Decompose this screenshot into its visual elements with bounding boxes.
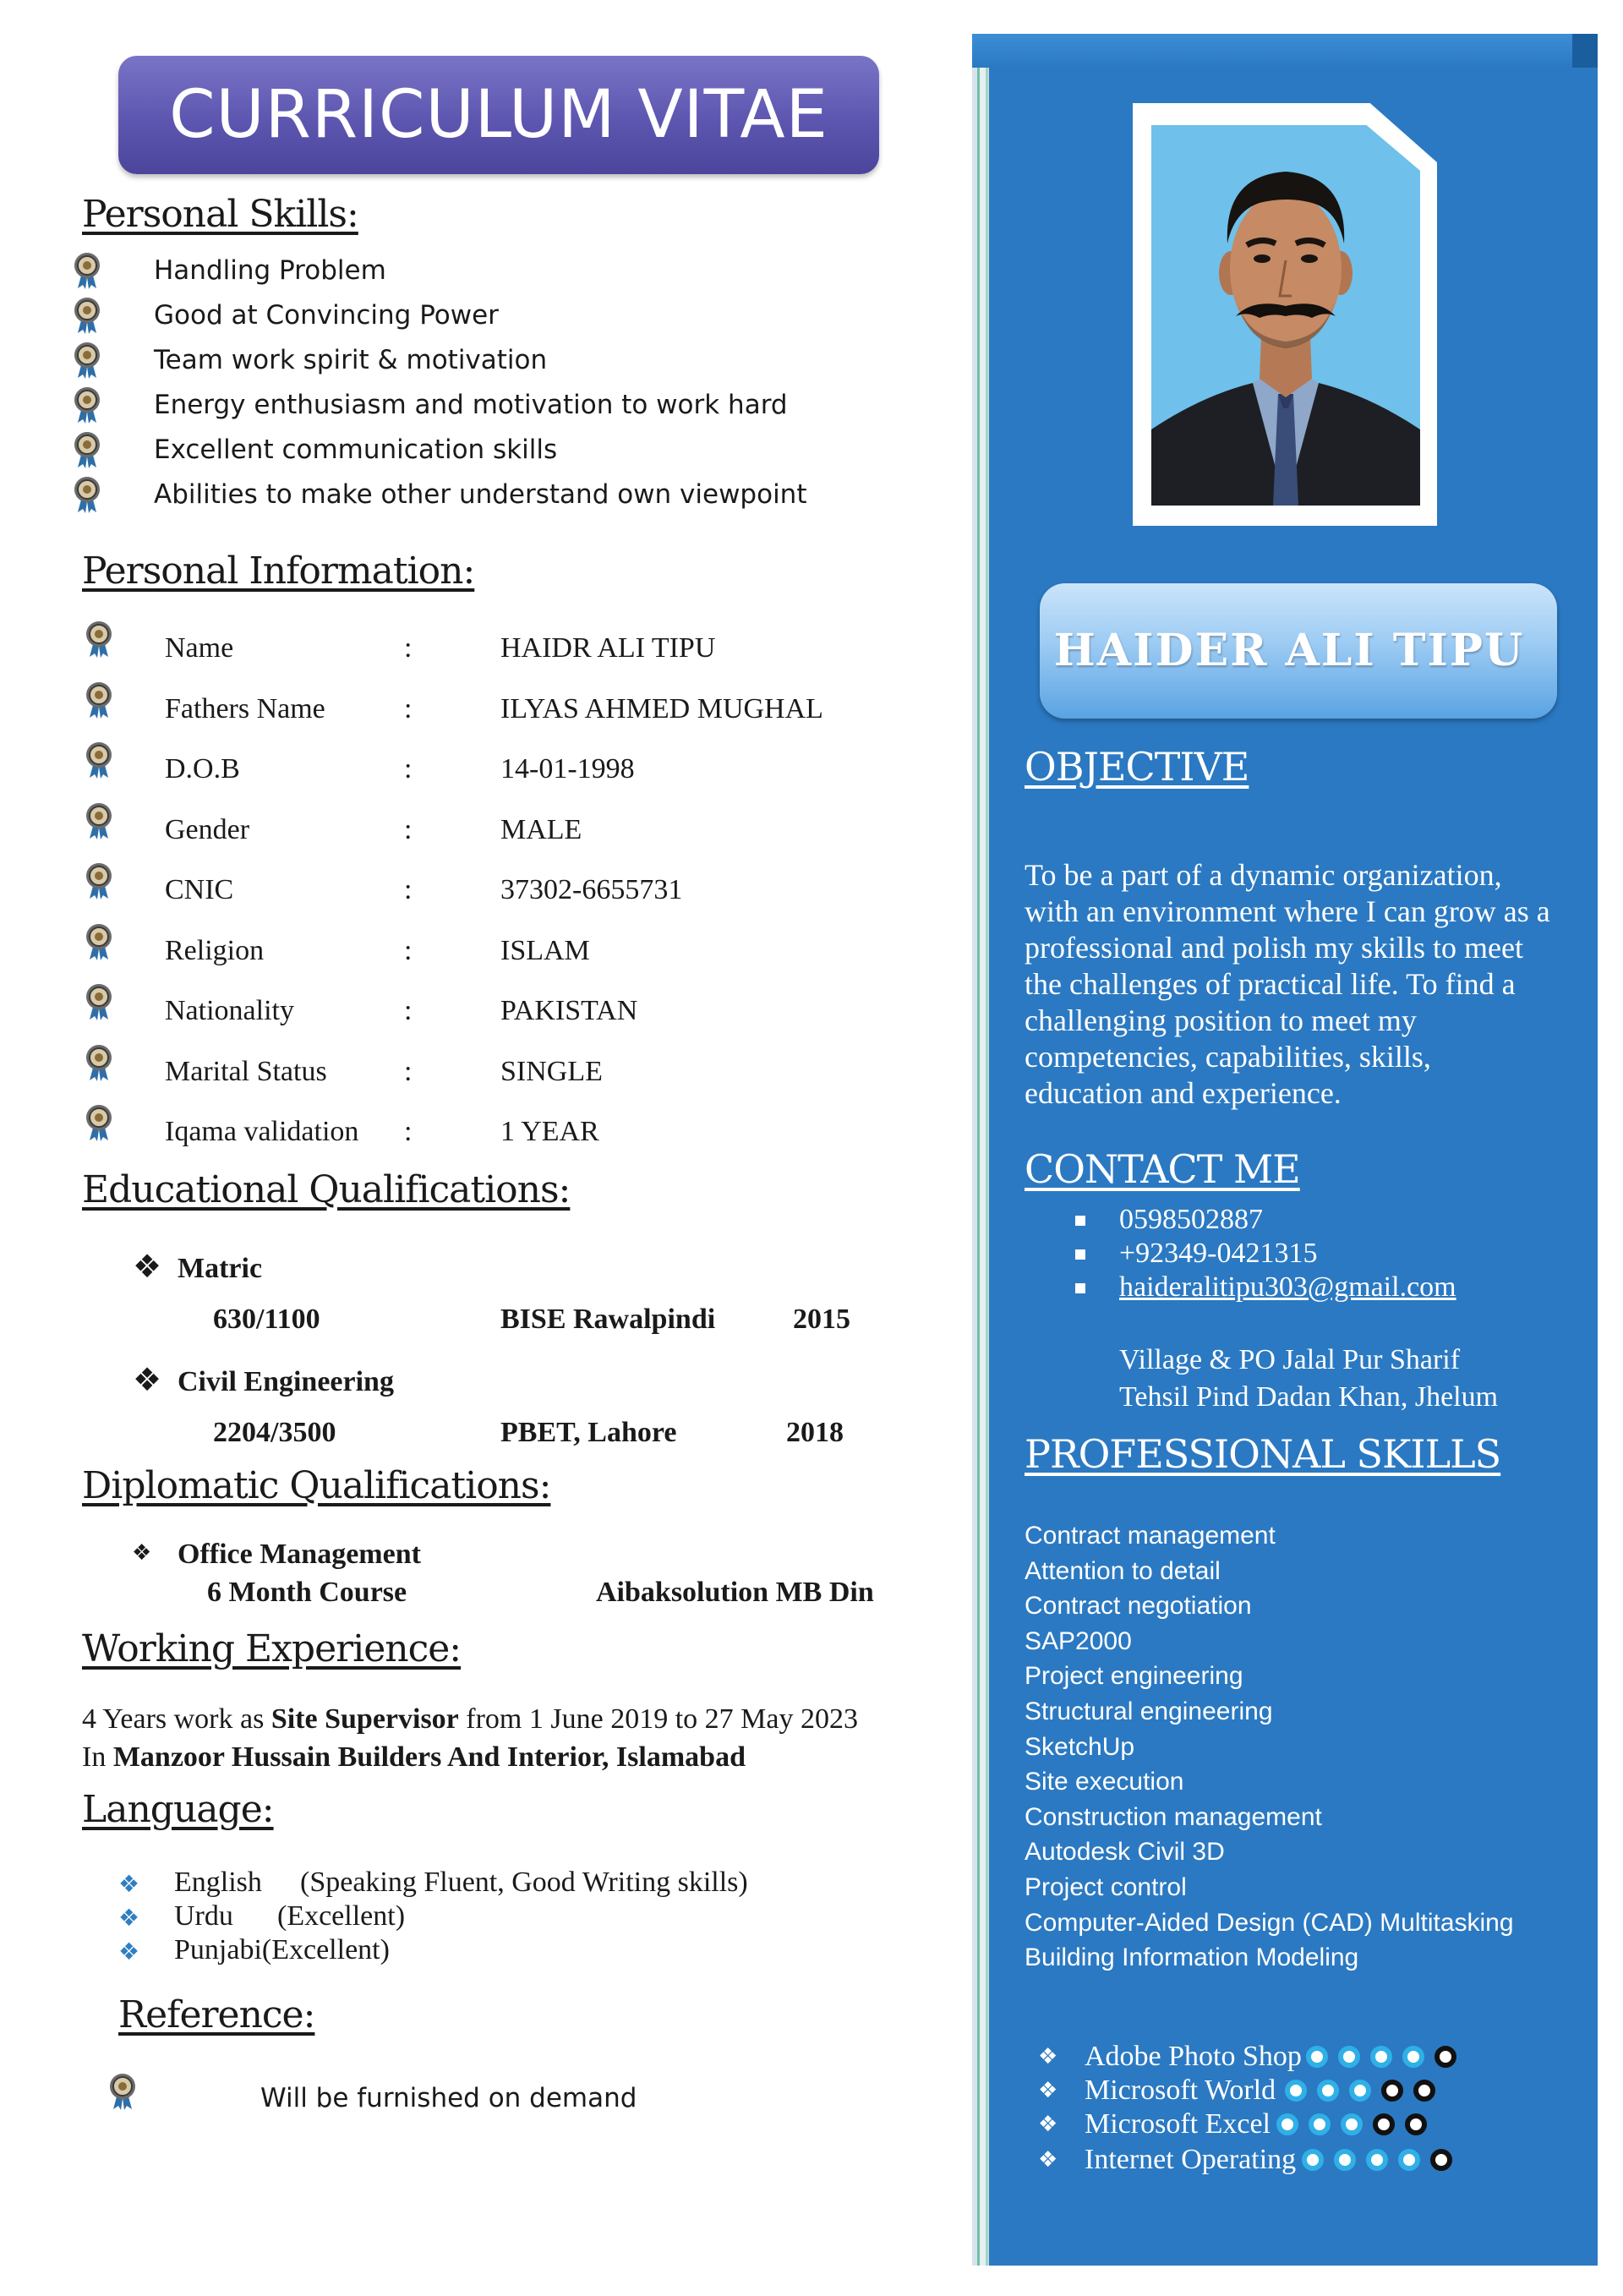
info-separator: : xyxy=(404,632,413,664)
rating-dot-filled-icon xyxy=(1349,2080,1371,2102)
objective-line: challenging position to meet my xyxy=(1025,1003,1417,1037)
square-bullet-icon xyxy=(1075,1216,1085,1226)
diploma-name: Office Management xyxy=(178,1539,421,1570)
info-value: MALE xyxy=(500,813,582,845)
diploma-heading: Diplomatic Qualifications: xyxy=(82,1464,551,1507)
personal-skill-item: Handling Problem xyxy=(154,255,386,286)
professional-skill-item: Building Information Modeling xyxy=(1025,1943,1359,1972)
objective-line: competencies, capabilities, skills, xyxy=(1025,1040,1431,1074)
professional-skill-item: SketchUp xyxy=(1025,1732,1135,1761)
software-rating xyxy=(1276,2113,1437,2135)
contact-address-2: Tehsil Pind Dadan Khan, Jhelum xyxy=(1119,1381,1499,1413)
diamond-bullet-icon: ❖ xyxy=(132,1540,152,1566)
software-rating xyxy=(1285,2080,1445,2102)
name-banner xyxy=(1040,583,1557,719)
experience-dates: from 1 June 2019 to 27 May 2023 xyxy=(458,1703,858,1735)
software-name: Microsoft World xyxy=(1085,2075,1276,2106)
language-punjabi: Punjabi xyxy=(174,1934,262,1965)
badge-bullet-icon xyxy=(73,252,101,289)
profile-photo xyxy=(1151,125,1420,506)
info-value: ILYAS AHMED MUGHAL xyxy=(500,692,823,724)
software-rating xyxy=(1302,2149,1462,2171)
professional-skill-item: Autodesk Civil 3D xyxy=(1025,1838,1225,1867)
info-separator: : xyxy=(404,934,413,966)
experience-line-2 xyxy=(82,1741,746,1774)
professional-skill-item: Contract negotiation xyxy=(1025,1592,1252,1621)
square-bullet-icon xyxy=(1075,1249,1085,1260)
personal-skill-item: Abilities to make other understand own viewpoint xyxy=(154,479,807,510)
info-separator: : xyxy=(404,874,413,905)
professional-skill-item: Contract management xyxy=(1025,1522,1276,1550)
square-bullet-icon xyxy=(1075,1283,1085,1293)
software-rating xyxy=(1306,2046,1467,2068)
panel-top-edge xyxy=(972,34,1598,68)
reference-badge xyxy=(108,2073,137,2110)
rating-dot-filled-icon xyxy=(1306,2046,1328,2068)
badge-bullet-icon xyxy=(85,681,113,719)
education-civil-marks: 2204/3500 xyxy=(213,1417,336,1448)
professional-skill-item: Site execution xyxy=(1025,1768,1184,1796)
badge-bullet-icon xyxy=(73,342,101,379)
objective-line: with an environment where I can grow as a xyxy=(1025,894,1550,928)
personal-skill-item: Energy enthusiasm and motivation to work hard xyxy=(154,390,788,420)
education-civil-name: Civil Engineering xyxy=(178,1366,394,1397)
diamond-bullet-icon: ❖ xyxy=(1038,2078,1058,2103)
document-title: CURRICULUM VITAE xyxy=(169,77,828,153)
rating-dot-filled-icon xyxy=(1276,2113,1298,2135)
diamond-bullet-icon: ❖ xyxy=(1038,2147,1058,2173)
rating-dot-empty-icon xyxy=(1373,2113,1395,2135)
info-separator: : xyxy=(404,692,413,724)
badge-bullet-icon xyxy=(85,923,113,960)
professional-skill-item: Computer-Aided Design (CAD) Multitasking xyxy=(1025,1908,1514,1937)
contact-heading: CONTACT ME xyxy=(1025,1146,1300,1192)
professional-skill-item: SAP2000 xyxy=(1025,1626,1132,1655)
contact-address-1: Village & PO Jalal Pur Sharif xyxy=(1119,1344,1461,1375)
personal-skill-item: Good at Convincing Power xyxy=(154,300,499,331)
reference-heading: Reference: xyxy=(118,1993,315,2036)
education-matric-marks: 630/1100 xyxy=(213,1304,320,1335)
diamond-bullet-icon: ❖ xyxy=(133,1361,162,1398)
rating-dot-filled-icon xyxy=(1309,2113,1331,2135)
language-punjabi-level: (Excellent) xyxy=(261,1934,390,1965)
badge-bullet-icon xyxy=(73,431,101,468)
info-label: Nationality xyxy=(165,995,294,1026)
info-label: Religion xyxy=(165,934,265,966)
info-separator: : xyxy=(404,995,413,1026)
badge-bullet-icon xyxy=(85,983,113,1020)
rating-dot-empty-icon xyxy=(1381,2080,1403,2102)
professional-skill-item: Project control xyxy=(1025,1873,1187,1901)
info-label: CNIC xyxy=(165,874,234,905)
info-label: D.O.B xyxy=(165,753,240,784)
diploma-duration: 6 Month Course xyxy=(207,1577,407,1608)
rating-dot-empty-icon xyxy=(1434,2046,1456,2068)
rating-dot-empty-icon xyxy=(1413,2080,1435,2102)
rating-dot-filled-icon xyxy=(1366,2149,1388,2171)
personal-info-heading: Personal Information: xyxy=(82,549,475,593)
professional-skill-item: Project engineering xyxy=(1025,1662,1243,1691)
badge-bullet-icon xyxy=(73,476,101,513)
professional-skills-heading: PROFESSIONAL SKILLS xyxy=(1025,1431,1501,1477)
professional-skill-item: Attention to detail xyxy=(1025,1556,1221,1585)
diamond-bullet-icon: ❖ xyxy=(1038,2044,1058,2069)
contact-phone-1[interactable]: 0598502887 xyxy=(1119,1204,1263,1235)
rating-dot-filled-icon xyxy=(1302,2149,1324,2171)
objective-line: To be a part of a dynamic organization, xyxy=(1025,858,1502,892)
info-separator: : xyxy=(404,1055,413,1087)
diamond-bullet-icon: ❖ xyxy=(118,1938,140,1965)
language-punjabi-line xyxy=(174,1934,390,1966)
language-urdu: Urdu xyxy=(174,1900,233,1932)
contact-phone-2[interactable]: +92349-0421315 xyxy=(1119,1238,1318,1269)
experience-heading: Working Experience: xyxy=(82,1627,462,1670)
info-label: Iqama validation xyxy=(165,1116,359,1147)
education-heading: Educational Qualifications: xyxy=(82,1168,571,1211)
info-separator: : xyxy=(404,753,413,784)
diploma-institute: Aibaksolution MB Din xyxy=(596,1577,874,1608)
panel-fold xyxy=(1572,34,1598,68)
badge-bullet-icon xyxy=(73,297,101,334)
badge-bullet-icon xyxy=(85,620,113,658)
badge-bullet-icon xyxy=(85,741,113,779)
objective-line: the challenges of practical life. To find a xyxy=(1025,967,1516,1001)
diamond-bullet-icon: ❖ xyxy=(1038,2112,1058,2137)
contact-email-link[interactable]: haideralitipu303@gmail.com xyxy=(1119,1271,1456,1303)
diamond-bullet-icon: ❖ xyxy=(133,1248,162,1285)
education-matric-year: 2015 xyxy=(793,1304,850,1335)
experience-in: In xyxy=(82,1741,113,1773)
info-value: SINGLE xyxy=(500,1055,603,1087)
info-separator: : xyxy=(404,1116,413,1147)
rating-dot-filled-icon xyxy=(1398,2149,1420,2171)
diamond-bullet-icon: ❖ xyxy=(118,1904,140,1932)
objective-text xyxy=(1025,857,1591,1112)
badge-bullet-icon xyxy=(85,862,113,899)
software-name: Adobe Photo Shop xyxy=(1085,2041,1302,2072)
info-label: Marital Status xyxy=(165,1055,327,1087)
badge-bullet-icon xyxy=(85,802,113,839)
education-civil-board: PBET, Lahore xyxy=(500,1417,677,1448)
education-matric-name: Matric xyxy=(178,1253,263,1284)
objective-line: education and experience. xyxy=(1025,1076,1342,1110)
rating-dot-empty-icon xyxy=(1430,2149,1452,2171)
info-label: Gender xyxy=(165,813,250,845)
experience-prefix: 4 Years work as xyxy=(82,1703,271,1735)
professional-skill-item: Construction management xyxy=(1025,1802,1322,1831)
info-value: 14-01-1998 xyxy=(500,753,635,784)
info-value: HAIDR ALI TIPU xyxy=(500,632,716,664)
objective-heading: OBJECTIVE xyxy=(1025,744,1249,790)
experience-company: Manzoor Hussain Builders And Interior, Islamabad xyxy=(112,1741,746,1773)
info-value: PAKISTAN xyxy=(500,995,638,1026)
rating-dot-filled-icon xyxy=(1317,2080,1339,2102)
reference-text: Will be furnished on demand xyxy=(260,2083,637,2113)
rating-dot-empty-icon xyxy=(1405,2113,1427,2135)
rating-dot-filled-icon xyxy=(1370,2046,1392,2068)
experience-line-1 xyxy=(82,1703,858,1736)
info-separator: : xyxy=(404,813,413,845)
language-urdu-level: (Excellent) xyxy=(277,1900,406,1932)
objective-line: professional and polish my skills to meet xyxy=(1025,931,1523,965)
title-banner xyxy=(118,56,879,174)
education-matric-board: BISE Rawalpindi xyxy=(500,1304,716,1335)
info-label: Fathers Name xyxy=(165,692,325,724)
badge-bullet-icon xyxy=(85,1104,113,1141)
rating-dot-filled-icon xyxy=(1334,2149,1356,2171)
badge-bullet-icon xyxy=(73,386,101,424)
info-label: Name xyxy=(165,632,234,664)
language-heading: Language: xyxy=(82,1788,274,1831)
rating-dot-filled-icon xyxy=(1402,2046,1424,2068)
rating-dot-filled-icon xyxy=(1285,2080,1307,2102)
badge-bullet-icon xyxy=(85,1044,113,1081)
experience-role: Site Supervisor xyxy=(270,1703,459,1735)
education-civil-year: 2018 xyxy=(786,1417,844,1448)
software-name: Microsoft Excel xyxy=(1085,2108,1271,2140)
info-value: 1 YEAR xyxy=(500,1116,599,1147)
diamond-bullet-icon: ❖ xyxy=(118,1870,140,1898)
language-english-level: (Speaking Fluent, Good Writing skills) xyxy=(300,1867,748,1898)
info-value: ISLAM xyxy=(500,934,590,966)
personal-skills-heading: Personal Skills: xyxy=(82,193,358,236)
profile-photo-illustration xyxy=(1151,125,1420,506)
rating-dot-filled-icon xyxy=(1338,2046,1360,2068)
rating-dot-filled-icon xyxy=(1341,2113,1363,2135)
personal-skill-item: Team work spirit & motivation xyxy=(154,345,548,375)
professional-skill-item: Structural engineering xyxy=(1025,1697,1273,1725)
info-value: 37302-6655731 xyxy=(500,874,683,905)
software-name: Internet Operating xyxy=(1085,2144,1297,2175)
language-english: English xyxy=(174,1867,262,1898)
personal-skill-item: Excellent communication skills xyxy=(154,435,558,465)
candidate-name: HAIDER ALI TIPU xyxy=(1053,625,1525,676)
